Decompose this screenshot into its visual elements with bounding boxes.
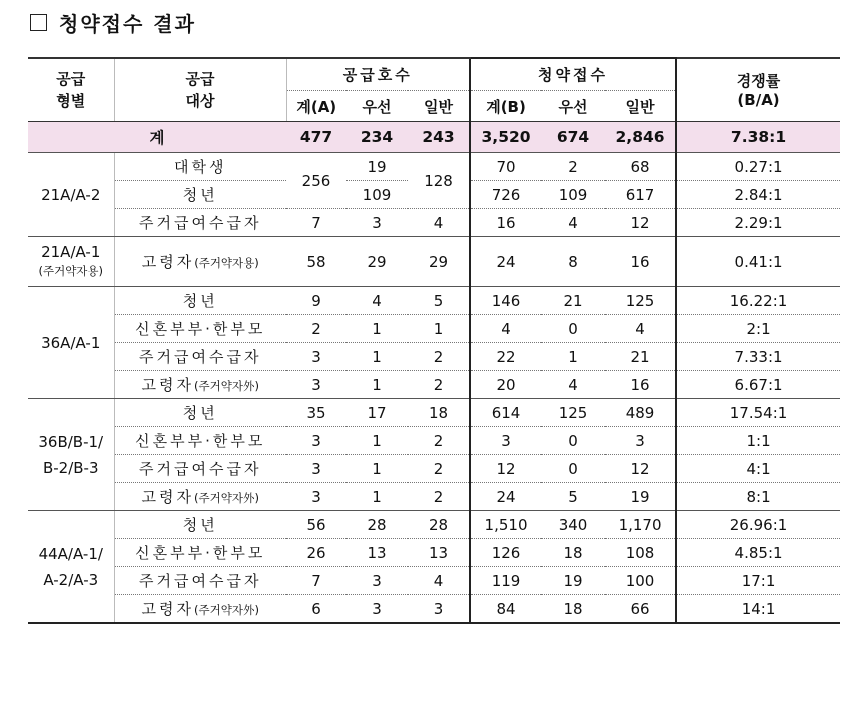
cell: 58 xyxy=(286,237,346,287)
header-competition-rate-unit: (B/A) xyxy=(676,91,840,122)
cell: 21 xyxy=(605,343,676,371)
cell: 18 xyxy=(408,399,470,427)
header-supply-general: 일반 xyxy=(408,91,470,122)
header-supply-target: 공급 대상 xyxy=(114,58,286,122)
target-cell: 고령자(주거약자용) xyxy=(114,237,286,287)
cell: 70 xyxy=(470,153,541,181)
header-application: 청약접수 xyxy=(470,58,676,91)
table-row xyxy=(28,371,840,399)
cell: 4 xyxy=(470,315,541,343)
target-cell: 청년 xyxy=(114,399,286,427)
cell: 125 xyxy=(605,287,676,315)
cell: 19 xyxy=(346,153,408,181)
cell: 17:1 xyxy=(676,567,840,595)
cell: 5 xyxy=(408,287,470,315)
table-row xyxy=(28,539,840,567)
cell: 3 xyxy=(286,343,346,371)
cell: 1 xyxy=(346,455,408,483)
cell: 1 xyxy=(346,315,408,343)
cell: 2 xyxy=(408,483,470,511)
cell: 3 xyxy=(408,595,470,624)
cell: 1 xyxy=(541,343,605,371)
header-supply-priority: 우선 xyxy=(346,91,408,122)
cell: 128 xyxy=(408,153,470,209)
cell: 20 xyxy=(470,371,541,399)
total-cell: 243 xyxy=(408,122,470,153)
cell: 21 xyxy=(541,287,605,315)
cell: 12 xyxy=(470,455,541,483)
cell: 1 xyxy=(346,483,408,511)
cell: 9 xyxy=(286,287,346,315)
cell: 2 xyxy=(408,343,470,371)
cell: 2:1 xyxy=(676,315,840,343)
cell: 3 xyxy=(286,427,346,455)
table-row xyxy=(28,237,840,287)
cell: 2.84:1 xyxy=(676,181,840,209)
cell: 0.41:1 xyxy=(676,237,840,287)
cell: 18 xyxy=(541,595,605,624)
cell: 28 xyxy=(408,511,470,539)
table-row xyxy=(28,511,840,539)
total-cell: 3,520 xyxy=(470,122,541,153)
total-label: 계 xyxy=(28,122,286,153)
target-cell: 청년 xyxy=(114,287,286,315)
cell: 100 xyxy=(605,567,676,595)
cell: 3 xyxy=(286,371,346,399)
total-cell: 7.38:1 xyxy=(676,122,840,153)
header-application-priority: 우선 xyxy=(541,91,605,122)
cell: 2 xyxy=(408,371,470,399)
cell: 108 xyxy=(605,539,676,567)
cell: 3 xyxy=(286,483,346,511)
cell: 8:1 xyxy=(676,483,840,511)
cell: 16 xyxy=(605,237,676,287)
cell: 6 xyxy=(286,595,346,624)
cell: 1,170 xyxy=(605,511,676,539)
cell: 2.29:1 xyxy=(676,209,840,237)
cell: 340 xyxy=(541,511,605,539)
table-row xyxy=(28,209,840,237)
supply-type-cell: 21A/A-1 (주거약자용) xyxy=(28,237,114,287)
cell: 4 xyxy=(541,209,605,237)
target-cell: 청년 xyxy=(114,181,286,209)
cell: 125 xyxy=(541,399,605,427)
cell: 35 xyxy=(286,399,346,427)
header-supply-type: 공급 형별 xyxy=(28,58,114,122)
cell: 1,510 xyxy=(470,511,541,539)
table-row xyxy=(28,315,840,343)
cell: 146 xyxy=(470,287,541,315)
cell: 66 xyxy=(605,595,676,624)
cell: 1 xyxy=(346,371,408,399)
page-title-text: 청약접수 결과 xyxy=(59,12,196,36)
cell: 614 xyxy=(470,399,541,427)
cell: 1 xyxy=(346,343,408,371)
cell: 19 xyxy=(541,567,605,595)
cell: 2 xyxy=(408,455,470,483)
cell: 6.67:1 xyxy=(676,371,840,399)
cell: 68 xyxy=(605,153,676,181)
table-row xyxy=(28,483,840,511)
cell: 2 xyxy=(541,153,605,181)
cell: 7.33:1 xyxy=(676,343,840,371)
target-cell: 주거급여수급자 xyxy=(114,343,286,371)
cell: 4 xyxy=(605,315,676,343)
cell: 1:1 xyxy=(676,427,840,455)
cell: 5 xyxy=(541,483,605,511)
cell: 4 xyxy=(541,371,605,399)
cell: 3 xyxy=(346,595,408,624)
cell: 3 xyxy=(346,209,408,237)
cell: 8 xyxy=(541,237,605,287)
supply-type-cell: 36A/A-1 xyxy=(28,287,114,399)
table-row xyxy=(28,595,840,624)
cell: 7 xyxy=(286,567,346,595)
cell: 726 xyxy=(470,181,541,209)
target-cell: 고령자(주거약자外) xyxy=(114,595,286,624)
cell: 13 xyxy=(346,539,408,567)
target-cell: 주거급여수급자 xyxy=(114,209,286,237)
cell: 4 xyxy=(346,287,408,315)
total-row xyxy=(28,122,840,153)
cell: 4.85:1 xyxy=(676,539,840,567)
cell: 119 xyxy=(470,567,541,595)
supply-type-cell: 44A/A-1/ A-2/A-3 xyxy=(28,511,114,624)
table-row xyxy=(28,427,840,455)
cell: 29 xyxy=(346,237,408,287)
checkbox-square-icon xyxy=(30,14,47,31)
cell: 18 xyxy=(541,539,605,567)
target-cell: 신혼부부·한부모 xyxy=(114,427,286,455)
page-title xyxy=(30,8,196,37)
cell: 26.96:1 xyxy=(676,511,840,539)
cell: 16.22:1 xyxy=(676,287,840,315)
cell: 617 xyxy=(605,181,676,209)
table-row xyxy=(28,343,840,371)
header-supply-count: 공급호수 xyxy=(286,58,470,91)
cell: 3 xyxy=(346,567,408,595)
cell: 109 xyxy=(541,181,605,209)
cell: 0 xyxy=(541,315,605,343)
table-row xyxy=(28,455,840,483)
cell: 3 xyxy=(470,427,541,455)
target-cell: 신혼부부·한부모 xyxy=(114,315,286,343)
application-results-table xyxy=(28,57,840,624)
cell: 3 xyxy=(286,455,346,483)
cell: 109 xyxy=(346,181,408,209)
cell: 19 xyxy=(605,483,676,511)
cell: 0 xyxy=(541,455,605,483)
target-cell: 주거급여수급자 xyxy=(114,455,286,483)
supply-type-cell: 21A/A-2 xyxy=(28,153,114,237)
table-row xyxy=(28,399,840,427)
cell: 0.27:1 xyxy=(676,153,840,181)
total-cell: 477 xyxy=(286,122,346,153)
cell: 1 xyxy=(408,315,470,343)
table-row xyxy=(28,287,840,315)
header-application-total: 계(B) xyxy=(470,91,541,122)
cell: 16 xyxy=(470,209,541,237)
cell: 13 xyxy=(408,539,470,567)
target-cell: 대학생 xyxy=(114,153,286,181)
cell: 22 xyxy=(470,343,541,371)
total-cell: 234 xyxy=(346,122,408,153)
supply-type-cell: 36B/B-1/ B-2/B-3 xyxy=(28,399,114,511)
target-cell: 신혼부부·한부모 xyxy=(114,539,286,567)
header-supply-total: 계(A) xyxy=(286,91,346,122)
cell: 14:1 xyxy=(676,595,840,624)
cell: 56 xyxy=(286,511,346,539)
cell: 24 xyxy=(470,237,541,287)
header-application-general: 일반 xyxy=(605,91,676,122)
cell: 0 xyxy=(541,427,605,455)
total-cell: 674 xyxy=(541,122,605,153)
target-cell: 주거급여수급자 xyxy=(114,567,286,595)
cell: 12 xyxy=(605,209,676,237)
cell: 24 xyxy=(470,483,541,511)
cell: 29 xyxy=(408,237,470,287)
cell: 4:1 xyxy=(676,455,840,483)
cell: 12 xyxy=(605,455,676,483)
table-row xyxy=(28,153,840,181)
cell: 126 xyxy=(470,539,541,567)
cell: 4 xyxy=(408,209,470,237)
cell: 17 xyxy=(346,399,408,427)
cell: 2 xyxy=(286,315,346,343)
cell: 1 xyxy=(346,427,408,455)
cell: 26 xyxy=(286,539,346,567)
total-cell: 2,846 xyxy=(605,122,676,153)
cell: 84 xyxy=(470,595,541,624)
cell: 2 xyxy=(408,427,470,455)
cell: 489 xyxy=(605,399,676,427)
cell: 16 xyxy=(605,371,676,399)
cell: 4 xyxy=(408,567,470,595)
table-row xyxy=(28,567,840,595)
cell: 7 xyxy=(286,209,346,237)
header-competition-rate: 경쟁률 xyxy=(676,58,840,91)
cell: 3 xyxy=(605,427,676,455)
target-cell: 청년 xyxy=(114,511,286,539)
target-cell: 고령자(주거약자外) xyxy=(114,371,286,399)
cell: 256 xyxy=(286,153,346,209)
cell: 17.54:1 xyxy=(676,399,840,427)
cell: 28 xyxy=(346,511,408,539)
target-cell: 고령자(주거약자外) xyxy=(114,483,286,511)
